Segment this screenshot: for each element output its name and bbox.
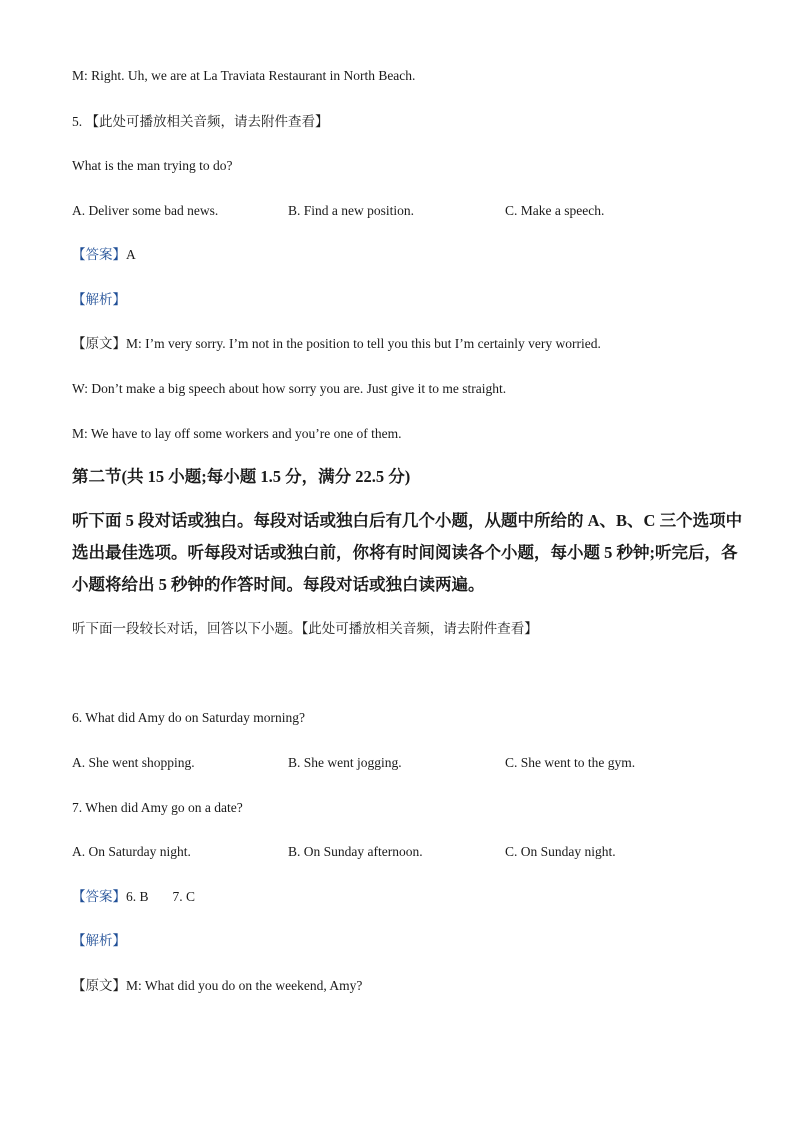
- section-intro: 听下面一段较长对话，回答以下小题。【此处可播放相关音频，请去附件查看】: [72, 621, 538, 636]
- transcript-line: [72, 977, 362, 995]
- answer-row: [72, 888, 195, 906]
- option-c: C. Make a speech.: [505, 203, 605, 218]
- section-instructions: 小题将给出 5 秒钟的作答时间。每段对话或独白读两遍。: [72, 575, 485, 594]
- section-instructions: 听下面 5 段对话或独白。每段对话或独白后有几个小题，从题中所给的 A、B、C 三个选项中: [72, 511, 743, 530]
- answer-label: 【答案】: [72, 889, 126, 904]
- section-instructions: 选出最佳选项。听每段对话或独白前，你将有时间阅读各个小题，每小题 5 秒钟;听完后，各: [72, 543, 738, 562]
- option-c: C. On Sunday night.: [505, 844, 616, 859]
- question-number: 5.: [72, 114, 83, 129]
- option-b: B. She went jogging.: [288, 755, 402, 770]
- answer-value: 7. C: [172, 889, 196, 904]
- question-5-header: [72, 113, 329, 131]
- transcript-text: M: I’m very sorry. I’m not in the position to tell you this but I’m certainly very worried.: [126, 336, 601, 351]
- audio-note: 【此处可播放相关音频，请去附件查看】: [85, 114, 329, 129]
- analysis-label: 【解析】: [72, 933, 126, 948]
- option-a: A. On Saturday night.: [72, 844, 191, 859]
- analysis-label: 【解析】: [72, 292, 126, 307]
- transcript-line: M: Right. Uh, we are at La Traviata Restaurant in North Beach.: [72, 68, 416, 83]
- transcript-line: [72, 335, 601, 353]
- option-b: B. Find a new position.: [288, 203, 415, 218]
- question-7-text: 7. When did Amy go on a date?: [72, 800, 243, 815]
- section-title: 第二节(共 15 小题;每小题 1.5 分，满分 22.5 分): [72, 467, 411, 486]
- transcript-line: M: We have to lay off some workers and you’re one of them.: [72, 426, 402, 441]
- question-5-text: What is the man trying to do?: [72, 158, 233, 173]
- answer-value: A: [126, 247, 136, 262]
- option-a: A. Deliver some bad news.: [72, 203, 219, 218]
- answer-value: 6. B: [126, 889, 149, 904]
- option-c: C. She went to the gym.: [505, 755, 636, 770]
- transcript-line: W: Don’t make a big speech about how sorry you are. Just give it to me straight.: [72, 381, 507, 396]
- option-a: A. She went shopping.: [72, 755, 195, 770]
- question-6-text: 6. What did Amy do on Saturday morning?: [72, 710, 305, 725]
- original-label: 【原文】: [72, 978, 126, 993]
- answer-label: 【答案】: [72, 247, 126, 262]
- transcript-text: M: What did you do on the weekend, Amy?: [126, 978, 363, 993]
- option-b: B. On Sunday afternoon.: [288, 844, 423, 859]
- original-label: 【原文】: [72, 336, 126, 351]
- answer-row: [72, 246, 136, 264]
